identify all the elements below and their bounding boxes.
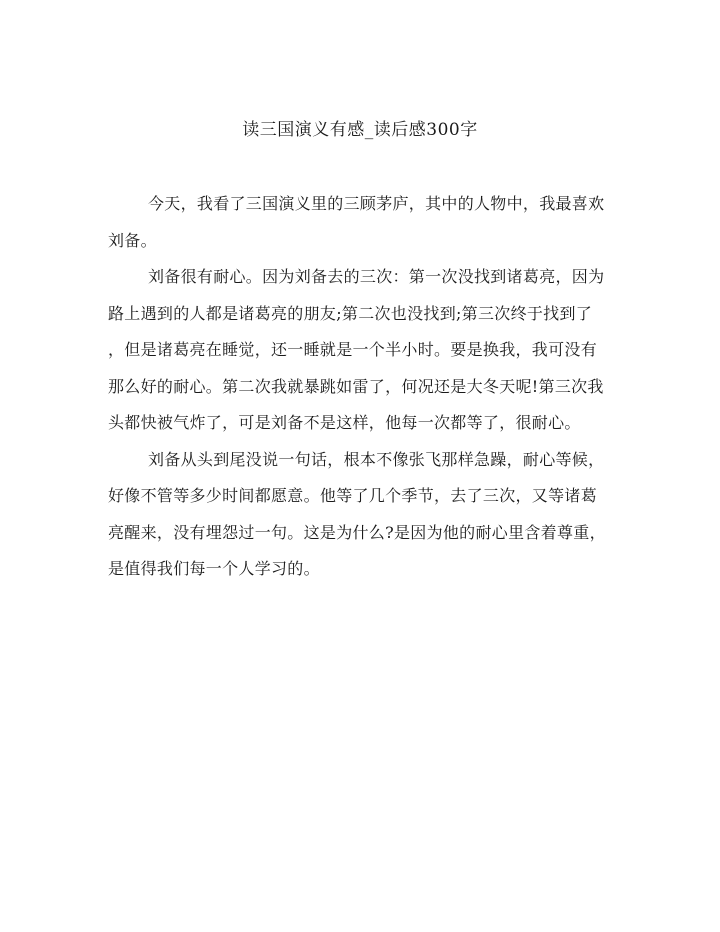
paragraph-line: ，但是诸葛亮在睡觉，还一睡就是一个半小时。要是换我，我可没有 xyxy=(108,340,598,359)
paragraph-line: 那么好的耐心。第二次我就暴跳如雷了，何况还是大冬天呢!第三次我 xyxy=(108,376,604,396)
document-body xyxy=(108,186,614,588)
document-title: 读三国演义有感_读后感300字 xyxy=(242,120,478,140)
paragraph-line: 亮醒来，没有埋怨过一句。这是为什么?是因为他的耐心里含着尊重， xyxy=(108,522,606,542)
paragraph-line: 好像不管等多少时间都愿意。他等了几个季节，去了三次，又等诸葛 xyxy=(108,486,598,505)
paragraph-line: 刘备。 xyxy=(108,230,157,250)
paragraph-1 xyxy=(108,186,614,259)
paragraph-2 xyxy=(108,259,614,442)
paragraph-line: 刘备很有耐心。因为刘备去的三次：第一次没找到诸葛亮，因为 xyxy=(148,267,605,286)
paragraph-line: 今天，我看了三国演义里的三顾茅庐，其中的人物中，我最喜欢 xyxy=(148,194,605,213)
paragraph-line: 头都快被气炸了，可是刘备不是这样，他每一次都等了，很耐心。 xyxy=(108,413,581,432)
paragraph-line: 是值得我们每一个人学习的。 xyxy=(108,559,320,578)
paragraph-line: 路上遇到的人都是诸葛亮的朋友;第二次也没找到;第三次终于找到了 xyxy=(108,303,593,323)
paragraph-line: 刘备从头到尾没说一句话，根本不像张飞那样急躁，耐心等候， xyxy=(148,449,605,469)
paragraph-3 xyxy=(108,442,614,588)
